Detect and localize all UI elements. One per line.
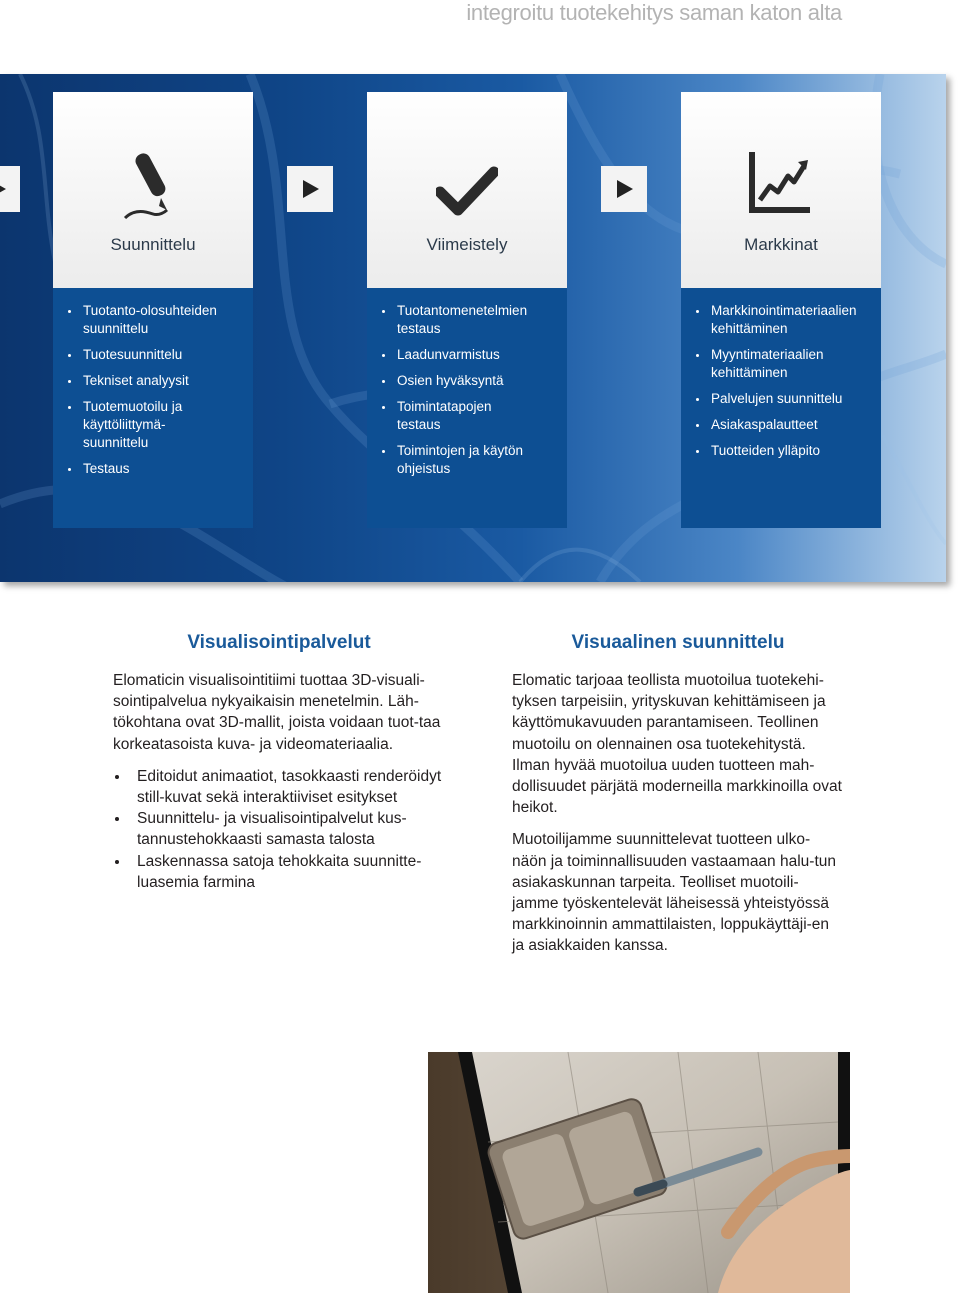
- section-paragraph: Elomatic tarjoaa teollista muotoilua tuotekehi-tyksen tarpeisiin, yrityskuvan kehittämiseen ja käyttömukavuuden parantamiseen. Teollinen muotoilu on olennainen osa tuotekehitystä. Ilman hyvää muotoilua uuden tuotteen mah-dollisuudet pärjätä moderneilla markkinoilla ovat heikot.: [512, 672, 842, 817]
- process-banner: [0, 74, 946, 582]
- card-title: Suunnittelu: [110, 235, 196, 254]
- visualization-section: [113, 632, 445, 893]
- checkmark-icon: [436, 164, 498, 218]
- list-item: Palvelujen suunnittelu: [695, 390, 873, 408]
- list-item: Tuotanto-olosuhteiden suunnittelu: [67, 302, 245, 338]
- list-item: Testaus: [67, 460, 245, 478]
- card-list: [381, 302, 559, 486]
- card-viimeistely: [367, 92, 567, 528]
- card-header: [367, 92, 567, 288]
- photo-illustration: [428, 1052, 850, 1293]
- section-paragraph: Muotoilijamme suunnittelevat tuotteen ulko-näön ja toiminnallisuuden vastaamaan halu-tun asiakaskunnan tarpeita. Teolliset muotoili-jamme työskentelevät läheisessä yhteistyössä markkinoinnin ammattilaisten, loppukäyttäji-en ja asiakkaiden kanssa.: [512, 831, 836, 955]
- card-list: [695, 302, 873, 468]
- page-tagline: integroitu tuotekehitys saman katon alta: [466, 0, 842, 25]
- play-arrow-icon: [617, 180, 633, 198]
- list-item: Laadunvarmistus: [381, 346, 559, 364]
- section-heading: Visuaalinen suunnittelu: [571, 632, 785, 653]
- trend-chart-icon: [748, 150, 814, 214]
- card-title: Markkinat: [744, 235, 818, 254]
- card-list: [67, 302, 245, 486]
- list-item: Suunnittelu- ja visualisointipalvelut kus-tannustehokkaasti samasta talosta: [113, 808, 445, 850]
- list-item: Tuotteiden ylläpito: [695, 442, 873, 460]
- play-arrow-icon: [303, 180, 319, 198]
- list-item: Laskennassa satoja tehokkaita suunnitte-luasemia farmina: [113, 851, 445, 893]
- pencil-icon: [123, 150, 183, 222]
- card-suunnittelu: [53, 92, 253, 528]
- list-item: Tuotantomenetelmien testaus: [381, 302, 547, 338]
- list-item: Toimintatapojen testaus: [381, 398, 517, 434]
- section-heading: Visualisointipalvelut: [187, 632, 371, 653]
- card-header: [53, 92, 253, 288]
- card-header: [681, 92, 881, 288]
- list-item: Myyntimateriaalien kehittäminen: [695, 346, 841, 382]
- next-arrow-button[interactable]: [601, 166, 647, 212]
- section-paragraph: Elomaticin visualisointitiimi tuottaa 3D-visuali-sointipalvelua nykyaikaisin menetelmin. Läh-tökohtana ovat 3D-mallit, joista voidaan tuot-taa korkeatasoista kuva- ja videomateriaalia.: [113, 672, 441, 753]
- list-item: Tekniset analyysit: [67, 372, 245, 390]
- list-item: Toimintojen ja käytön ohjeistus: [381, 442, 527, 478]
- card-markkinat: [681, 92, 881, 528]
- list-item: Asiakaspalautteet: [695, 416, 873, 434]
- play-arrow-icon: [0, 180, 6, 198]
- card-title: Viimeistely: [426, 235, 508, 254]
- list-item: Osien hyväksyntä: [381, 372, 559, 390]
- bullet-list: [113, 766, 445, 893]
- next-arrow-button[interactable]: [287, 166, 333, 212]
- list-item: Tuotemuotoilu ja käyttöliittymä-suunnittelu: [67, 398, 213, 452]
- list-item: Editoidut animaatiot, tasokkaasti renderöidyt still-kuvat sekä interaktiiviset esitykset: [113, 766, 445, 808]
- list-item: Markkinointimateriaalien kehittäminen: [695, 302, 873, 338]
- visual-design-section: [512, 632, 844, 968]
- tablet-stylus-photo: [428, 1052, 850, 1293]
- previous-arrow-button[interactable]: [0, 166, 20, 212]
- list-item: Tuotesuunnittelu: [67, 346, 245, 364]
